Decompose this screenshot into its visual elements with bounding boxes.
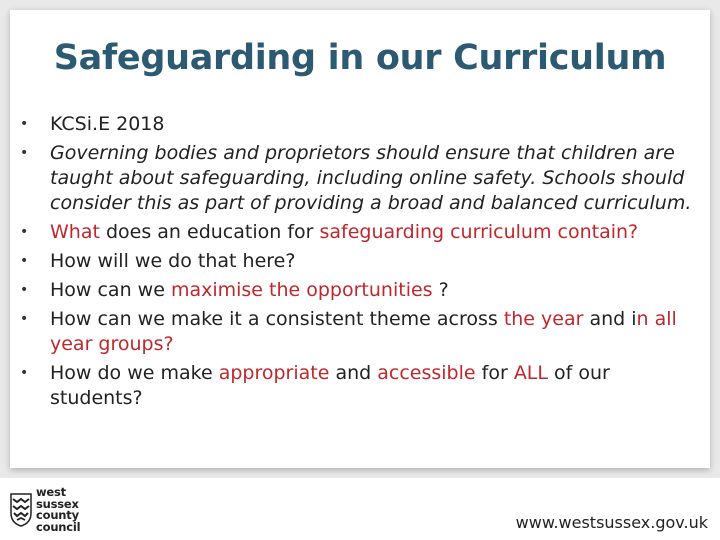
bullet-item [18, 361, 708, 411]
bullet-item [18, 278, 708, 303]
bullet-text [50, 308, 677, 355]
bullet-item [18, 220, 708, 245]
website-url: www.westsussex.gov.uk [515, 513, 708, 532]
bullet-text [50, 221, 638, 243]
highlight-text: ALL [513, 362, 548, 384]
logo-line: sussex [36, 496, 79, 511]
highlight-text: n all year groups? [50, 308, 677, 355]
bullet-text [50, 113, 164, 135]
bullet-list [18, 112, 708, 415]
logo-line: council [36, 519, 81, 534]
bullet-dot-icon: • [20, 253, 29, 269]
highlight-text: appropriate [218, 362, 330, 384]
bullet-text [50, 250, 295, 272]
council-logo [10, 484, 140, 536]
plain-text: How will we do that here? [50, 250, 296, 272]
bullet-dot-icon: • [20, 365, 29, 381]
bullet-text [50, 142, 691, 214]
bullet-item [18, 307, 708, 357]
plain-text: and i [583, 308, 637, 330]
plain-text: How do we make [50, 362, 219, 384]
highlight-text: maximise the opportunities [170, 279, 433, 301]
plain-text: Governing bodies and proprietors should ensure that children are taught about safeguarding, including online safety. Schools should consider this as part of providing a broad and balanced curriculum. [50, 142, 692, 214]
bullet-dot-icon: • [20, 145, 29, 161]
bullet-item [18, 112, 708, 137]
logo-wordmark [36, 487, 80, 533]
plain-text: How can we make it a consistent theme across [50, 308, 504, 330]
plain-text: How can we [50, 279, 171, 301]
highlight-text: What [50, 221, 100, 243]
bullet-text [50, 362, 610, 409]
plain-text: and [329, 362, 378, 384]
slide-title: Safeguarding in our Curriculum [53, 38, 667, 78]
highlight-text: accessible [377, 362, 476, 384]
plain-text: of our students? [50, 362, 610, 409]
bullet-text [50, 279, 449, 301]
wscc-crest-icon [10, 493, 32, 527]
plain-text: ? [432, 279, 449, 301]
plain-text: for [475, 362, 514, 384]
bullet-dot-icon: • [20, 282, 29, 298]
highlight-text: safeguarding curriculum contain? [319, 221, 639, 243]
highlight-text: the year [503, 308, 584, 330]
bullet-item [18, 141, 708, 216]
bullet-item [18, 249, 708, 274]
logo-line: west [36, 485, 66, 499]
logo-line: county [36, 508, 79, 522]
bullet-dot-icon: • [20, 116, 29, 132]
plain-text: KCSi.E 2018 [50, 113, 165, 135]
bullet-dot-icon: • [20, 311, 29, 327]
plain-text: does an education for [99, 221, 320, 243]
bullet-dot-icon: • [20, 224, 29, 240]
